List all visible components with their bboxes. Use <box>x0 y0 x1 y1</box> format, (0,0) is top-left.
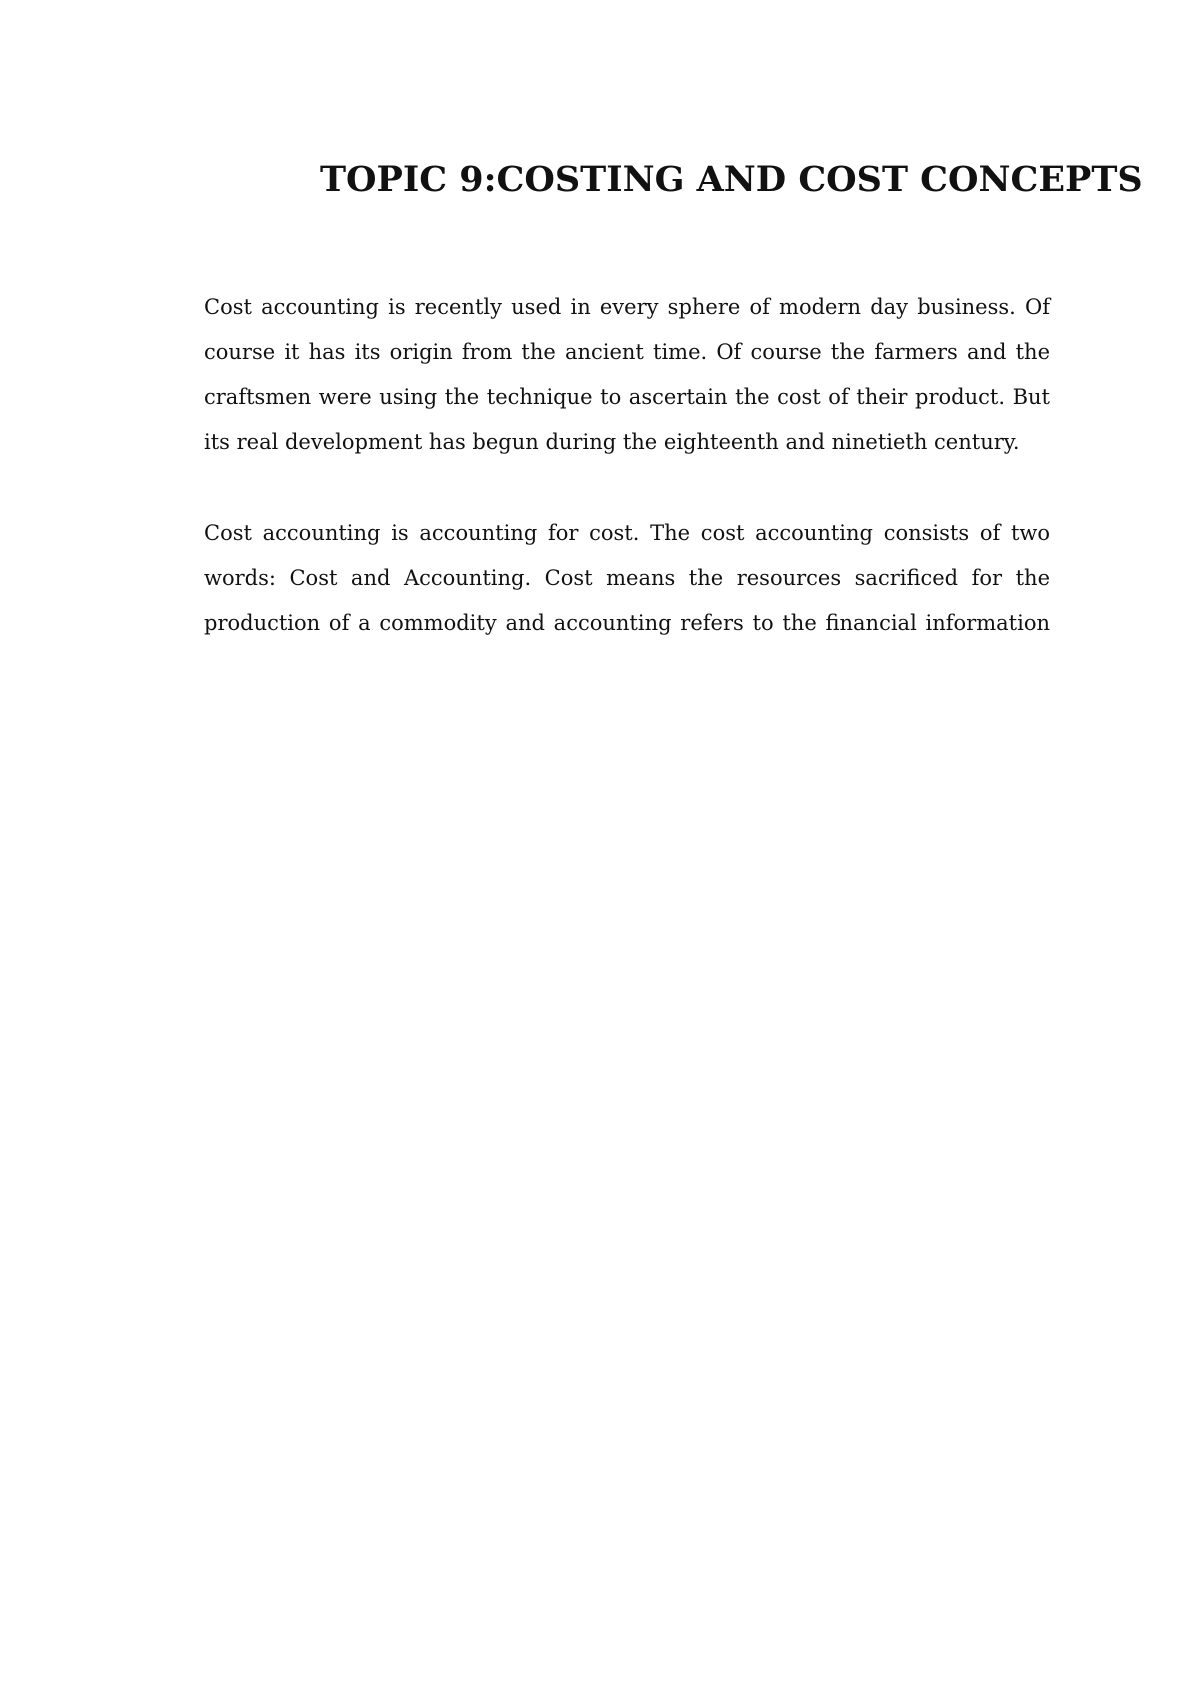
paragraph-line: course it has its origin from the ancient time. Of course the farmers and the <box>204 340 1050 364</box>
paragraph-line: Cost accounting is recently used in every sphere of modern day business. Of <box>204 295 1050 319</box>
paragraph-cost-accounting-history <box>204 285 1050 465</box>
paragraph-cost-accounting-definition <box>204 511 1050 646</box>
page-title: TOPIC 9:COSTING AND COST CONCEPTS <box>320 159 1143 200</box>
paragraph-line: production of a commodity and accounting refers to the financial information <box>204 611 1050 635</box>
paragraph-line: its real development has begun during the eighteenth and ninetieth century. <box>204 430 1020 454</box>
paragraph-line: words: Cost and Accounting. Cost means the resources sacrificed for the <box>204 566 1050 590</box>
paragraph-line: Cost accounting is accounting for cost. The cost accounting consists of two <box>204 521 1050 545</box>
paragraph-line: craftsmen were using the technique to ascertain the cost of their product. But <box>204 385 1050 409</box>
